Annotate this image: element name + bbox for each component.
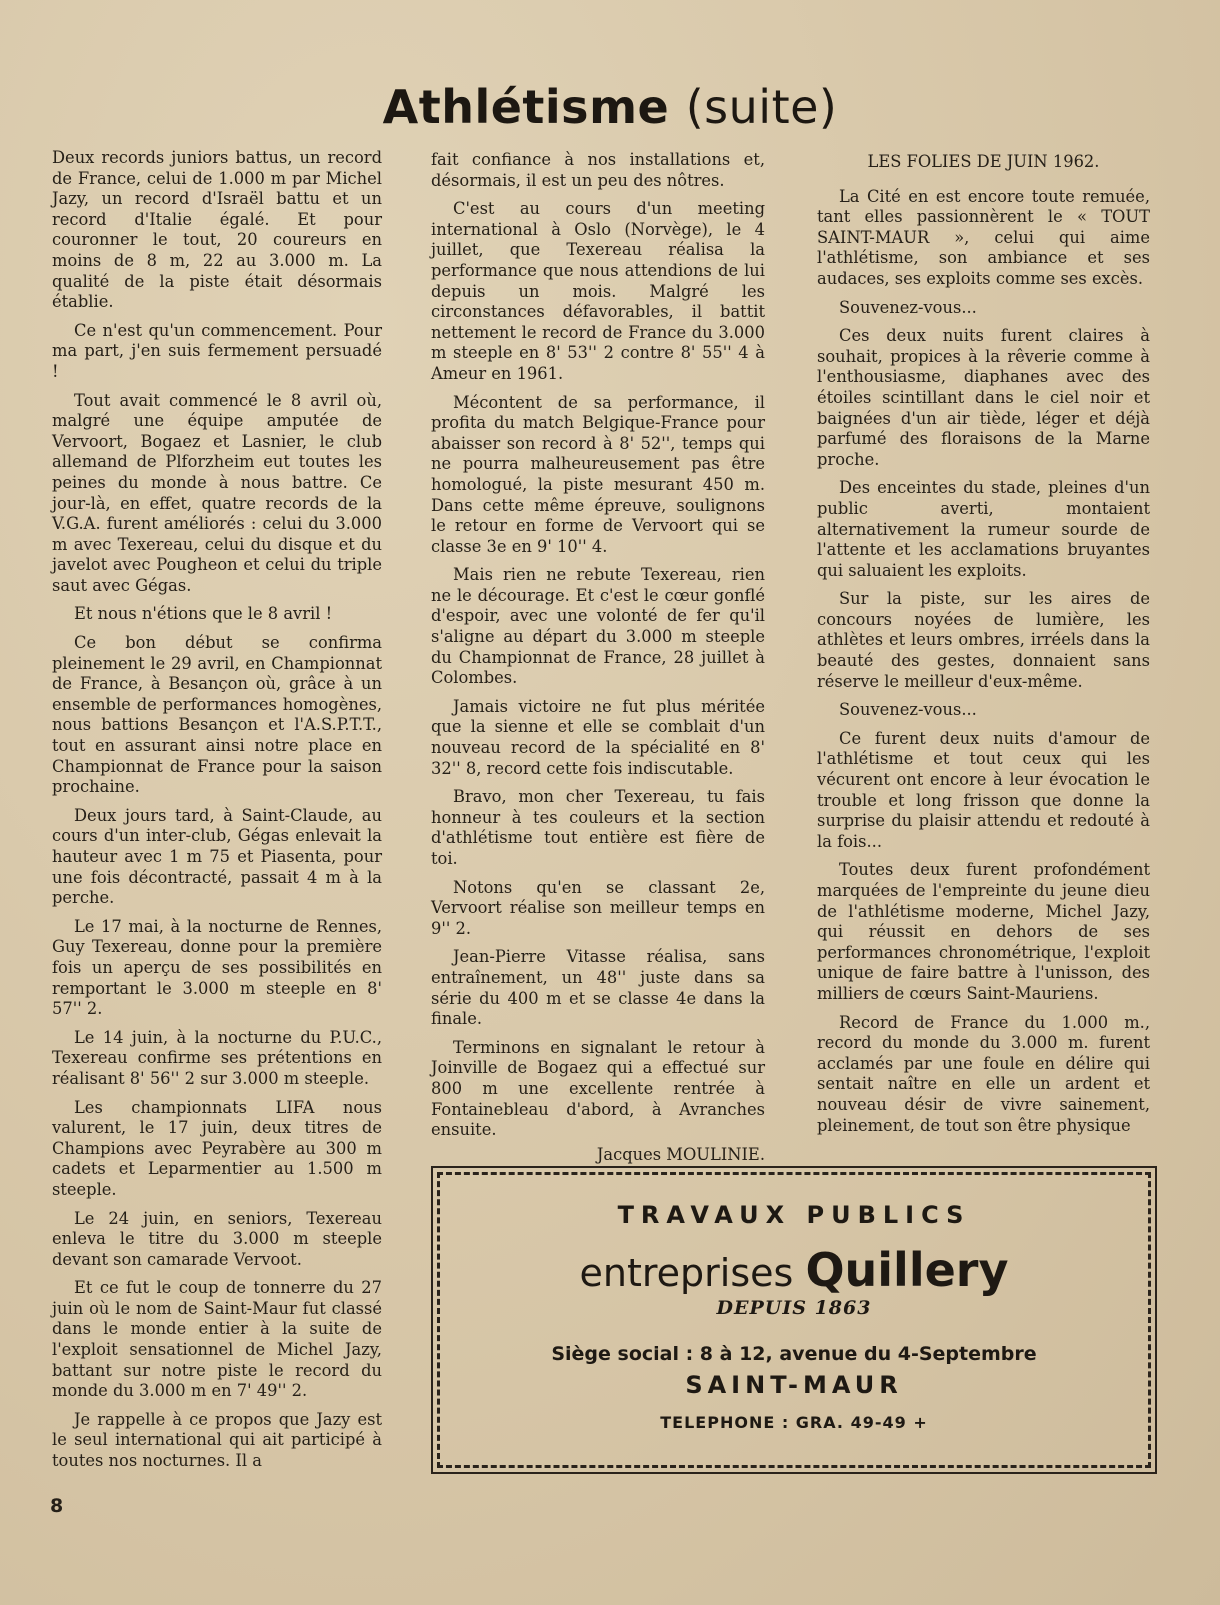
paragraph: Mais rien ne rebute Texereau, rien ne le décourage. Et c'est le cœur gonflé d'espoir, avec une volonté de fer qu'il s'aligne au départ du 3.000 m steeple du Championnat de France, 28 juillet à Colombes. bbox=[431, 565, 765, 688]
paragraph: Le 17 mai, à la nocturne de Rennes, Guy Texereau, donne pour la première fois un aperçu de ses possibilités en remportant le 3.000 m steeple en 8' 57'' 2. bbox=[52, 916, 382, 1019]
paragraph: Et nous n'étions que le 8 avril ! bbox=[74, 604, 333, 624]
paragraph: Les championnats LIFA nous valurent, le 17 juin, deux titres de Champions avec Peyrabère au 300 m cadets et Leparmentier au 1.500 m steeple. bbox=[52, 1097, 382, 1199]
paragraph: fait confiance à nos installations et, désormais, il est un peu des nôtres. bbox=[431, 150, 765, 190]
ad-since: DEPUIS 1863 bbox=[716, 1297, 872, 1319]
paragraph: Tout avait commencé le 8 avril où, malgré une équipe amputée de Vervoort, Bogaez et Lasnier, le club allemand de Plforzheim eut toutes les peines du monde à nous battre. Ce jour-là, en effet, quatre records de la V.G.A. furent améliorés : celui du 3.000 m avec Texereau, celui du disque et du javelot avec Pougheon et celui du triple saut avec Gégas. bbox=[52, 390, 382, 595]
paragraph: Souvenez-vous... bbox=[839, 700, 977, 720]
ad-category: TRAVAUX PUBLICS bbox=[617, 1201, 971, 1229]
paragraph: Notons qu'en se classant 2e, Vervoort réalise son meilleur temps en 9'' 2. bbox=[431, 877, 765, 938]
section-heading: LES FOLIES DE JUIN 1962. bbox=[867, 152, 1100, 171]
ad-address: Siège social : 8 à 12, avenue du 4-Septembre bbox=[551, 1343, 1037, 1365]
title-main: Athlétisme bbox=[382, 80, 670, 134]
paragraph: Mécontent de sa performance, il profita du match Belgique-France pour abaisser son record à 8' 52'', temps qui ne pourra malheureusement pas être homologué, la piste mesurant 450 m. Dans cette même épreuve, soulignons le retour en forme de Vervoort qui se classe 3e en 9' 10'' 4. bbox=[431, 392, 765, 556]
paragraph: Je rappelle à ce propos que Jazy est le seul international qui ait participé à toutes nos nocturnes. Il a bbox=[52, 1409, 382, 1471]
author-signoff bbox=[431, 1145, 765, 1166]
paragraph: Bravo, mon cher Texereau, tu fais honneur à tes couleurs et la section d'athlétisme tout entière est fière de toi. bbox=[431, 787, 765, 868]
paragraph: Souvenez-vous... bbox=[839, 297, 977, 317]
author-name: Jacques MOULINIE. bbox=[596, 1144, 765, 1164]
page-title bbox=[0, 80, 1220, 134]
paragraph: Terminons en signalant le retour à Joinville de Bogaez qui a effectué sur 800 m une excellente rentrée à Fontainebleau d'abord, à Avranches ensuite. bbox=[431, 1037, 765, 1140]
article-column-3 bbox=[817, 152, 1150, 1144]
advertisement-box bbox=[437, 1172, 1151, 1468]
ad-company bbox=[440, 1243, 1148, 1297]
ad-company-prefix: entreprises bbox=[579, 1251, 794, 1295]
paragraph: Jamais victoire ne fut plus méritée que la sienne et elle se comblait d'un nouveau record de la spécialité en 8' 32'' 8, record cette fois indiscutable. bbox=[431, 696, 765, 778]
ad-company-name: Quillery bbox=[805, 1243, 1009, 1297]
ad-city: SAINT-MAUR bbox=[685, 1371, 903, 1399]
paragraph: Ce bon début se confirma pleinement le 29 avril, en Championnat de France, à Besançon où, grâce à un ensemble de performances homogènes, nous battions Besançon et l'A.S.P.T.T., tout en assurant ainsi notre place en Championnat de France pour la saison prochaine. bbox=[52, 633, 382, 797]
paragraph: Toutes deux furent profondément marquées de l'empreinte du jeune dieu de l'athlétisme moderne, Michel Jazy, qui réussit en dehors de ses performances chronométrique, l'exploit unique de faire battre à l'unisson, des milliers de cœurs Saint-Mauriens. bbox=[817, 860, 1150, 1003]
paragraph: Et ce fut le coup de tonnerre du 27 juin où le nom de Saint-Maur fut classé dans le monde entier à la suite de l'exploit sensationnel de Michel Jazy, battant sur notre piste le record du monde du 3.000 m en 7' 49'' 2. bbox=[52, 1278, 382, 1401]
title-suite: (suite) bbox=[685, 80, 838, 134]
article-column-2 bbox=[431, 150, 765, 1173]
paragraph: Ce n'est qu'un commencement. Pour ma part, j'en suis fermement persuadé ! bbox=[52, 320, 382, 381]
paragraph: Deux jours tard, à Saint-Claude, au cours d'un inter-club, Gégas enlevait la hauteur avec 1 m 75 et Piasenta, pour une fois décontracté, passait 4 m à la perche. bbox=[52, 805, 382, 908]
paragraph: Jean-Pierre Vitasse réalisa, sans entraînement, un 48'' juste dans sa série du 400 m et se classe 4e dans la finale. bbox=[431, 947, 765, 1029]
paragraph: Le 24 juin, en seniors, Texereau enleva le titre du 3.000 m steeple devant son camarade Vervoot. bbox=[52, 1208, 382, 1269]
paragraph: Ces deux nuits furent claires à souhait, propices à la rêverie comme à l'enthousiasme, diaphanes avec des étoiles scintillant dans le ciel noir et baignées d'un air tiède, léger et déjà parfumé des floraisons de la Marne proche. bbox=[817, 326, 1150, 469]
ad-phone: TELEPHONE : GRA. 49-49 + bbox=[660, 1413, 928, 1432]
paragraph: Des enceintes du stade, pleines d'un public averti, montaient alternativement la rumeur sourde de l'attente et les acclamations bruyantes qui saluaient les exploits. bbox=[817, 478, 1150, 580]
paragraph: Record de France du 1.000 m., record du monde du 3.000 m. furent acclamés par une foule en délire qui sentait naître en elle un ardent et nouveau désir de vivre sainement, pleinement, de tout son être physique bbox=[817, 1012, 1150, 1135]
paragraph: Le 14 juin, à la nocturne du P.U.C., Texereau confirme ses prétentions en réalisant 8' 56'' 2 sur 3.000 m steeple. bbox=[52, 1027, 382, 1088]
paragraph: Deux records juniors battus, un record de France, celui de 1.000 m par Michel Jazy, un record d'Israël battu et un record d'Italie égalé. Et pour couronner le tout, 20 coureurs en moins de 8 m, 22 au 3.000 m. La qualité de la piste était désormais établie. bbox=[52, 148, 382, 312]
paragraph: Ce furent deux nuits d'amour de l'athlétisme et tout ceux qui les vécurent ont encore à leur évocation le trouble et long frisson que donne la surprise du plaisir attendu et redouté à la fois... bbox=[817, 728, 1150, 851]
paragraph: C'est au cours d'un meeting international à Oslo (Norvège), le 4 juillet, que Texereau réalisa la performance que nous attendions de lui depuis un mois. Malgré les circonstances défavorables, il battit nettement le record de France du 3.000 m steeple en 8' 53'' 2 contre 8' 55'' 4 à Ameur en 1961. bbox=[431, 199, 765, 383]
paragraph: Sur la piste, sur les aires de concours noyées de lumière, les athlètes et leurs ombres, irréels dans la beauté des gestes, donnaient sans réserve le meilleur d'eux-même. bbox=[817, 589, 1150, 691]
page-number: 8 bbox=[50, 1495, 64, 1517]
article-column-1 bbox=[52, 148, 382, 1480]
paragraph: La Cité en est encore toute remuée, tant elles passionnèrent le « TOUT SAINT-MAUR », celui qui aime l'athlétisme, son ambiance et ses audaces, ses exploits comme ses excès. bbox=[817, 186, 1150, 288]
